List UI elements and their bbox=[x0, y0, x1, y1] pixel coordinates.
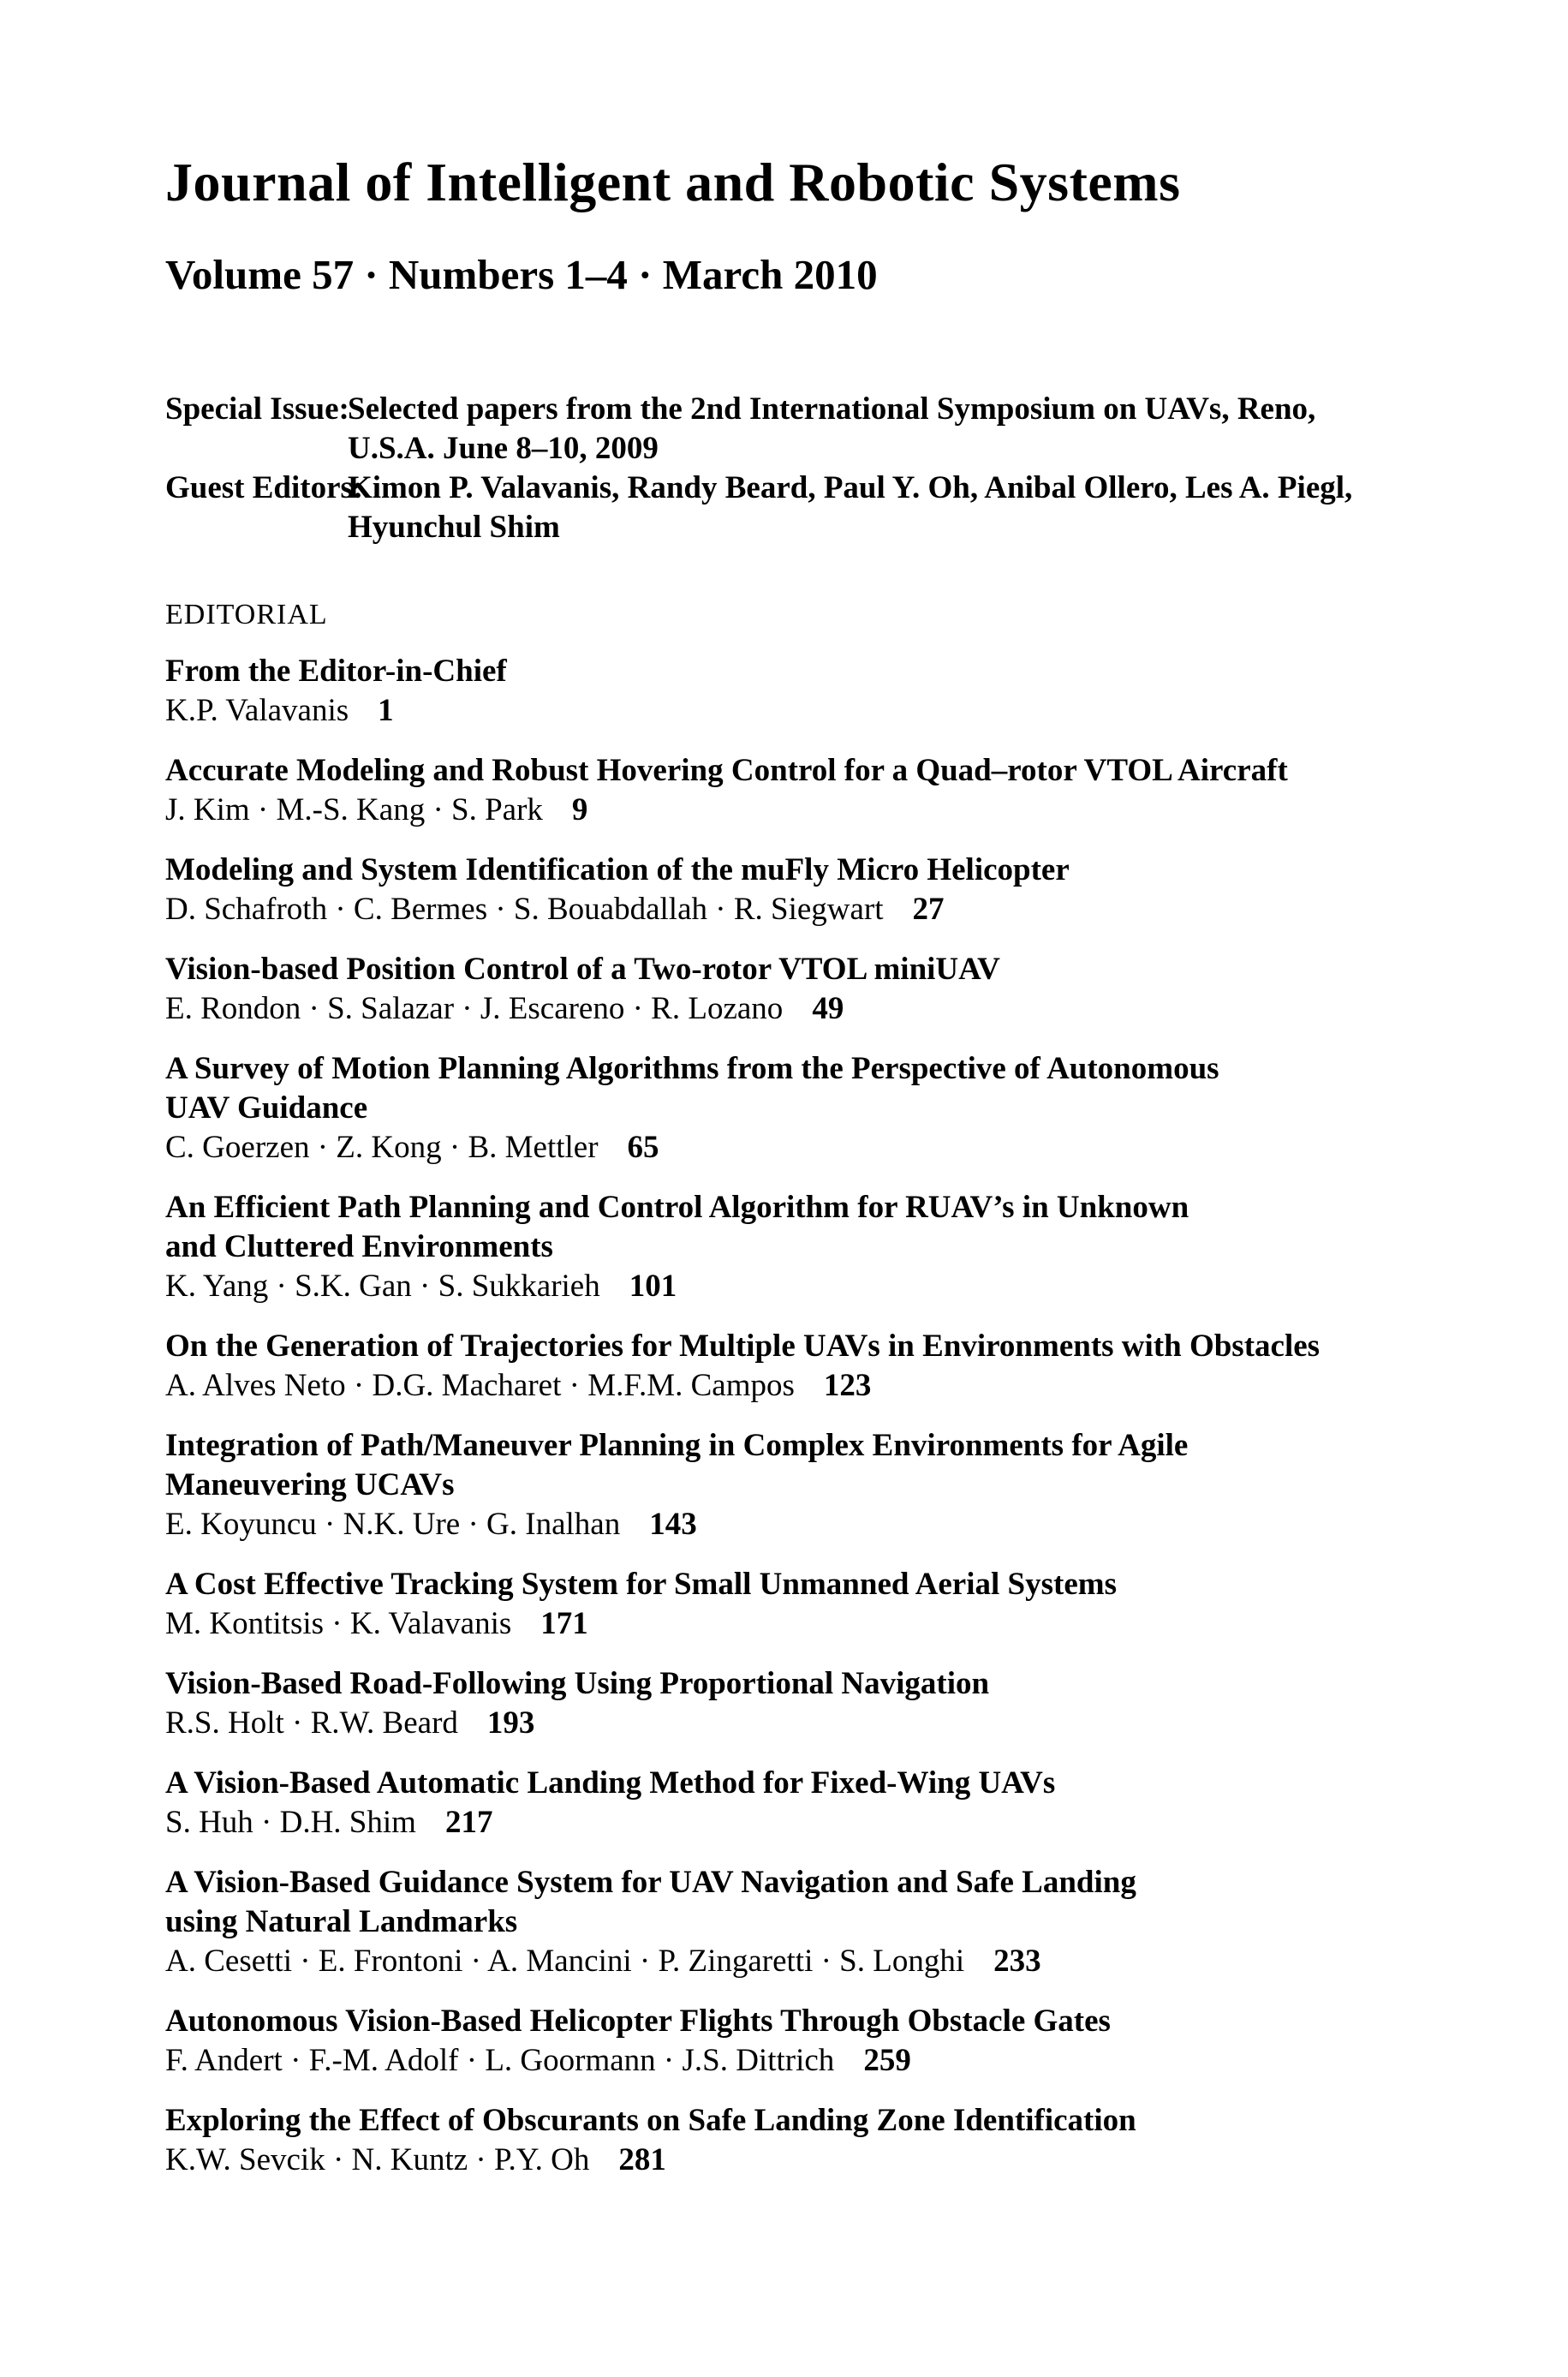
entry-authors-text: K.P. Valavanis bbox=[165, 693, 349, 729]
entry-title-line: Maneuvering UCAVs bbox=[165, 1467, 455, 1503]
entry-authors-text: C. Goerzen · Z. Kong · B. Mettler bbox=[165, 1130, 599, 1166]
entry-authors-text: F. Andert · F.-M. Adolf · L. Goormann · J.S. Dittrich bbox=[165, 2043, 835, 2079]
entry-title-line: On the Generation of Trajectories for Multiple UAVs in Environments with Obstacles bbox=[165, 1329, 1321, 1365]
entry-title bbox=[165, 1049, 1395, 1128]
entry-title-line: A Vision-Based Guidance System for UAV Navigation and Safe Landing bbox=[165, 1865, 1136, 1901]
entry-authors-text: K. Yang · S.K. Gan · S. Sukkarieh bbox=[165, 1269, 600, 1305]
entry-title-line: Autonomous Vision-Based Helicopter Flights Through Obstacle Gates bbox=[165, 2004, 1111, 2040]
entry-title-line: using Natural Landmarks bbox=[165, 1904, 518, 1940]
entry-authors-text: K.W. Sevcik · N. Kuntz · P.Y. Oh bbox=[165, 2142, 590, 2178]
entry-page-number: 259 bbox=[863, 2043, 911, 2079]
toc-entry bbox=[165, 950, 1395, 1029]
entry-page-number: 143 bbox=[649, 1507, 697, 1543]
special-issue-label: Special Issue: bbox=[165, 391, 349, 427]
entry-authors bbox=[165, 1267, 1395, 1306]
entry-title-line: Accurate Modeling and Robust Hovering Control for a Quad–rotor VTOL Aircraft bbox=[165, 753, 1288, 789]
entry-title-line: Vision-based Position Control of a Two-rotor VTOL miniUAV bbox=[165, 952, 1000, 988]
toc-entry bbox=[165, 1664, 1395, 1743]
page-content bbox=[165, 152, 1395, 2201]
entry-page-number: 101 bbox=[629, 1269, 677, 1305]
toc-entry bbox=[165, 652, 1395, 731]
toc-entry bbox=[165, 1565, 1395, 1644]
toc-entry bbox=[165, 1863, 1395, 1981]
entry-authors bbox=[165, 1704, 1395, 1743]
entry-authors bbox=[165, 890, 1395, 929]
entry-page-number: 123 bbox=[823, 1368, 872, 1404]
entry-title bbox=[165, 851, 1395, 890]
entry-title bbox=[165, 1188, 1395, 1267]
entry-title bbox=[165, 1863, 1395, 1942]
entry-title-line: From the Editor-in-Chief bbox=[165, 654, 507, 690]
entry-page-number: 65 bbox=[627, 1130, 659, 1166]
entry-title-line: UAV Guidance bbox=[165, 1090, 368, 1126]
entry-title bbox=[165, 1426, 1395, 1505]
entry-authors bbox=[165, 1604, 1395, 1644]
entry-page-number: 9 bbox=[571, 792, 588, 828]
entry-authors bbox=[165, 691, 1395, 731]
entry-title bbox=[165, 2101, 1395, 2141]
volume-issue-line: Volume 57 · Numbers 1–4 · March 2010 bbox=[165, 251, 878, 299]
guest-editors-row bbox=[165, 469, 1395, 547]
entry-authors-text: D. Schafroth · C. Bermes · S. Bouabdallah · R. Siegwart bbox=[165, 892, 884, 928]
section-label-editorial: EDITORIAL bbox=[165, 599, 328, 631]
guest-editors-value bbox=[348, 469, 1395, 547]
guest-editors-label: Guest Editors: bbox=[165, 470, 364, 506]
entry-authors-text: A. Alves Neto · D.G. Macharet · M.F.M. Campos bbox=[165, 1368, 795, 1404]
entry-title bbox=[165, 2002, 1395, 2041]
entry-authors-text: R.S. Holt · R.W. Beard bbox=[165, 1705, 458, 1741]
entry-page-number: 193 bbox=[486, 1705, 535, 1741]
entry-authors-text: E. Rondon · S. Salazar · J. Escareno · R. Lozano bbox=[165, 991, 784, 1027]
entry-title-line: A Survey of Motion Planning Algorithms from the Perspective of Autonomous bbox=[165, 1051, 1219, 1087]
entry-page-number: 171 bbox=[540, 1606, 588, 1642]
entry-title bbox=[165, 1565, 1395, 1604]
entry-title bbox=[165, 751, 1395, 791]
entry-title-line: Vision-Based Road-Following Using Proportional Navigation bbox=[165, 1666, 990, 1702]
entry-page-number: 27 bbox=[912, 892, 945, 928]
entry-authors-text: A. Cesetti · E. Frontoni · A. Mancini · P. Zingaretti · S. Longhi bbox=[165, 1944, 965, 1980]
entry-title-line: A Cost Effective Tracking System for Small Unmanned Aerial Systems bbox=[165, 1567, 1117, 1603]
toc-entry bbox=[165, 1426, 1395, 1544]
entry-page-number: 233 bbox=[993, 1944, 1041, 1980]
entry-title-line: A Vision-Based Automatic Landing Method for Fixed-Wing UAVs bbox=[165, 1765, 1056, 1801]
entry-authors bbox=[165, 1803, 1395, 1842]
toc-entry bbox=[165, 1764, 1395, 1842]
toc-entry bbox=[165, 2002, 1395, 2081]
toc-entry bbox=[165, 1327, 1395, 1406]
entry-authors bbox=[165, 791, 1395, 830]
entry-title-line: Integration of Path/Maneuver Planning in Complex Environments for Agile bbox=[165, 1428, 1189, 1464]
entry-title bbox=[165, 1664, 1395, 1704]
entry-authors bbox=[165, 1505, 1395, 1544]
entry-authors bbox=[165, 1128, 1395, 1168]
entry-authors-text: E. Koyuncu · N.K. Ure · G. Inalhan bbox=[165, 1507, 621, 1543]
entry-page-number: 49 bbox=[812, 991, 844, 1027]
entry-title bbox=[165, 950, 1395, 989]
journal-title: Journal of Intelligent and Robotic Systems bbox=[165, 152, 1181, 212]
toc-entry bbox=[165, 2101, 1395, 2180]
special-issue-value-line: Selected papers from the 2nd International Symposium on UAVs, Reno, bbox=[348, 391, 1316, 427]
toc-entry bbox=[165, 1188, 1395, 1306]
issue-info-block bbox=[165, 390, 1395, 547]
entry-page-number: 1 bbox=[378, 693, 394, 729]
entry-authors bbox=[165, 1366, 1395, 1406]
entry-title bbox=[165, 1327, 1395, 1366]
entry-authors bbox=[165, 1942, 1395, 1981]
entry-authors-text: S. Huh · D.H. Shim bbox=[165, 1805, 416, 1841]
entry-authors bbox=[165, 2141, 1395, 2180]
entry-title bbox=[165, 652, 1395, 691]
entry-authors-text: M. Kontitsis · K. Valavanis bbox=[165, 1606, 512, 1642]
entry-authors bbox=[165, 2041, 1395, 2081]
entry-page-number: 217 bbox=[444, 1805, 493, 1841]
guest-editors-value-line: Hyunchul Shim bbox=[348, 510, 560, 546]
entry-title bbox=[165, 1764, 1395, 1803]
special-issue-value bbox=[348, 390, 1395, 469]
entry-page-number: 281 bbox=[618, 2142, 666, 2178]
entry-title-line: Modeling and System Identification of the muFly Micro Helicopter bbox=[165, 852, 1070, 888]
guest-editors-value-line: Kimon P. Valavanis, Randy Beard, Paul Y. Oh, Anibal Ollero, Les A. Piegl, bbox=[348, 470, 1353, 506]
entry-authors bbox=[165, 989, 1395, 1029]
toc-entry bbox=[165, 751, 1395, 830]
entry-authors-text: J. Kim · M.-S. Kang · S. Park bbox=[165, 792, 543, 828]
toc-entry bbox=[165, 1049, 1395, 1168]
entry-title-line: An Efficient Path Planning and Control Algorithm for RUAV’s in Unknown bbox=[165, 1190, 1189, 1226]
toc-entry bbox=[165, 851, 1395, 929]
entry-title-line: and Cluttered Environments bbox=[165, 1229, 553, 1265]
toc-entries bbox=[165, 652, 1395, 2180]
special-issue-value-line: U.S.A. June 8–10, 2009 bbox=[348, 431, 659, 467]
special-issue-row bbox=[165, 390, 1395, 469]
entry-title-line: Exploring the Effect of Obscurants on Safe Landing Zone Identification bbox=[165, 2103, 1136, 2139]
